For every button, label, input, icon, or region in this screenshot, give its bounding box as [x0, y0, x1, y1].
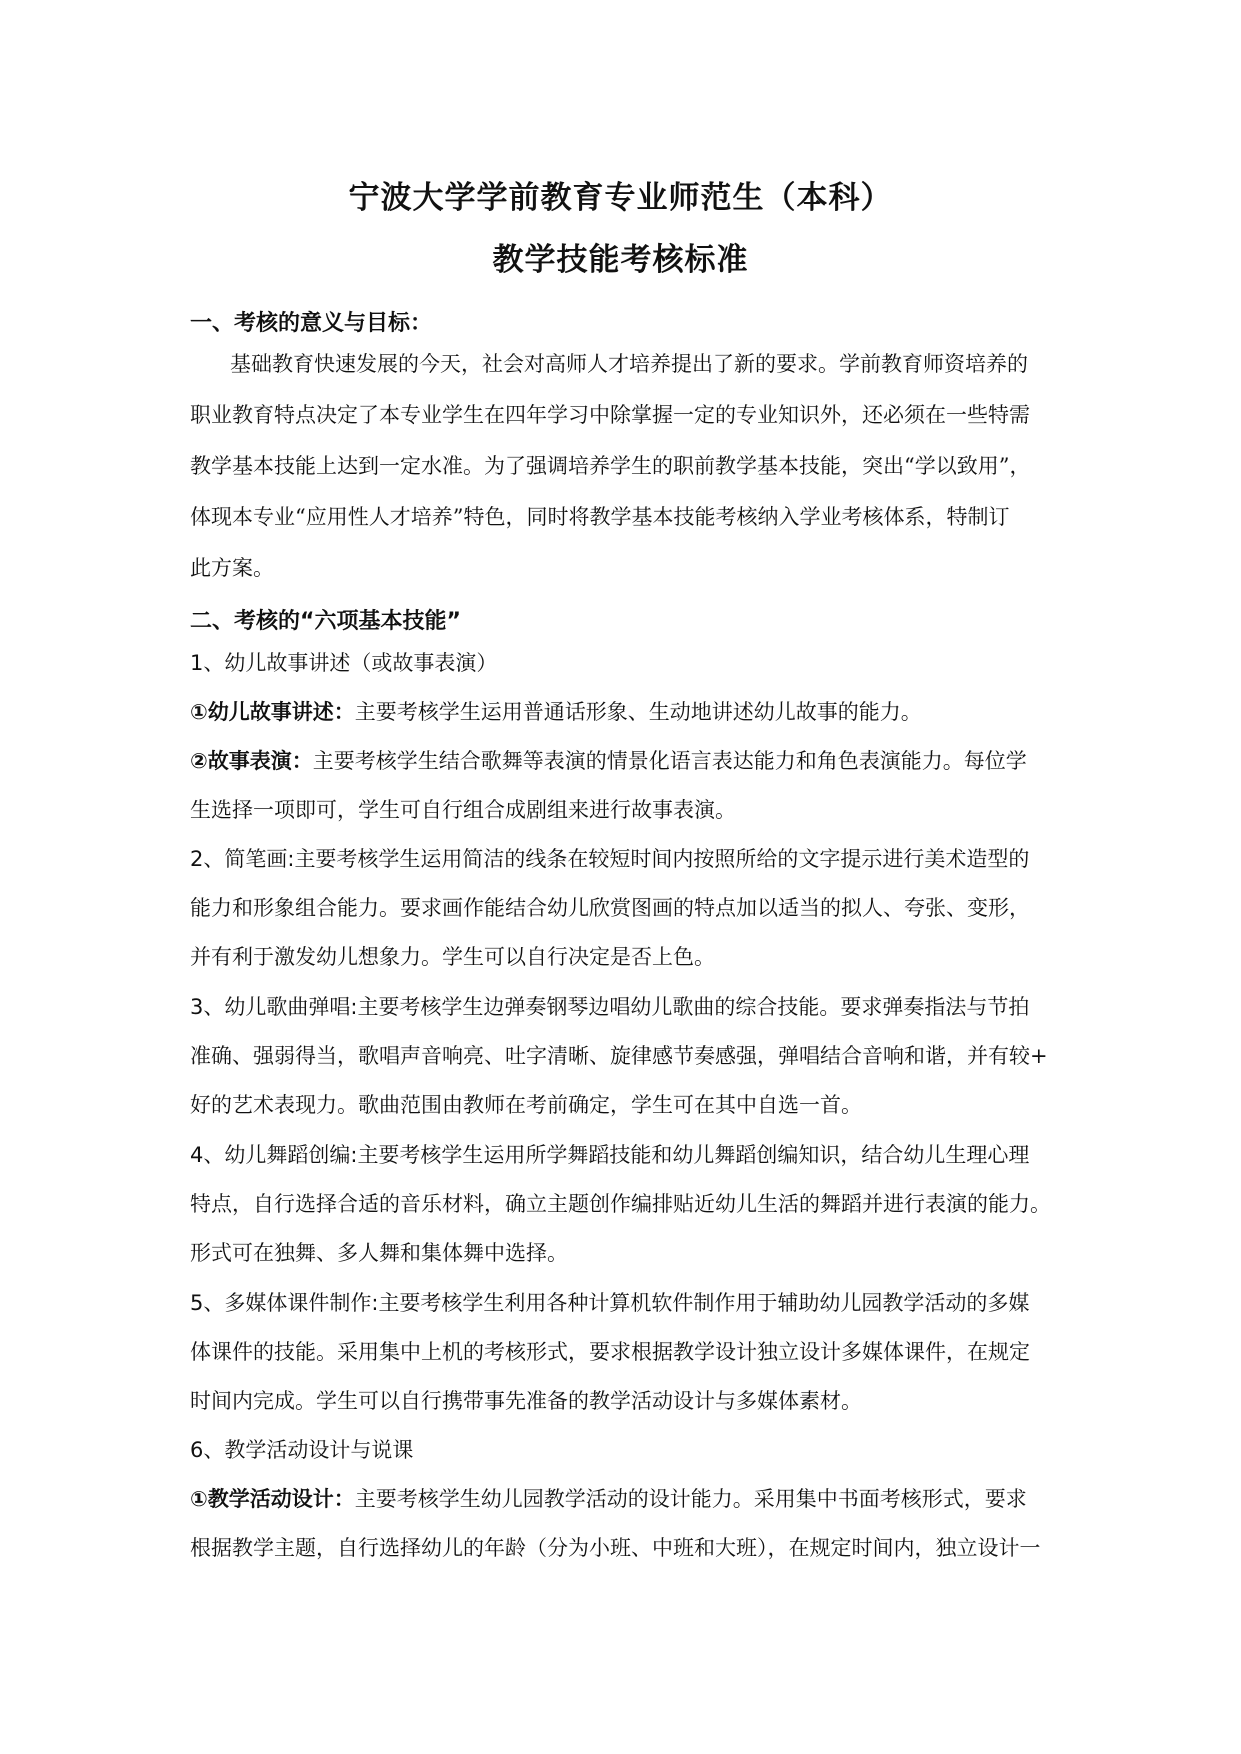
document-title: 宁波大学学前教育专业师范生（本科） [348, 180, 893, 216]
item1-sub1 [190, 702, 922, 723]
item4-text: 主要考核学生运用所学舞蹈技能和幼儿舞蹈创编知识，结合幼儿生理心理 [357, 1143, 1030, 1167]
item2-text: 主要考核学生运用简洁的线条在较短时间内按照所给的文字提示进行美术造型的 [294, 847, 1030, 871]
item4-line [190, 1145, 1029, 1166]
item2-line: 并有利于激发幼儿想象力。学生可以自行决定是否上色。 [190, 945, 715, 969]
item1-sub1-text: 主要考核学生运用普通话形象、生动地讲述幼儿故事的能力。 [354, 700, 922, 724]
item5-lead: 5、多媒体课件制作: [190, 1291, 379, 1315]
item3-line [190, 997, 1029, 1018]
section1-line: 此方案。 [190, 556, 274, 580]
item3-line: 准确、强弱得当，歌唱声音响亮、吐字清晰、旋律感节奏感强，弹唱结合音响和谐，并有较+ [190, 1044, 1048, 1068]
item4-line: 形式可在独舞、多人舞和集体舞中选择。 [190, 1241, 568, 1265]
item2-line [190, 849, 1029, 870]
item4-lead: 4、幼儿舞蹈创编: [190, 1143, 358, 1167]
section2-heading: 二、考核的“六项基本技能” [190, 609, 461, 634]
item5-line: 时间内完成。学生可以自行携带事先准备的教学活动设计与多媒体素材。 [190, 1389, 862, 1413]
item1-sub2-lead: ②故事表演： [190, 749, 313, 773]
item2-line: 能力和形象组合能力。要求画作能结合幼儿欣赏图画的特点加以适当的拟人、夸张、变形， [190, 896, 1030, 920]
item1-sub2-text: 主要考核学生结合歌舞等表演的情景化语言表达能力和角色表演能力。每位学 [312, 749, 1027, 773]
item5-line [190, 1293, 1029, 1314]
item1-sub2 [190, 751, 1027, 772]
item6-title: 6、教学活动设计与说课 [190, 1438, 414, 1462]
item5-line: 体课件的技能。采用集中上机的考核形式，要求根据教学设计独立设计多媒体课件，在规定 [190, 1340, 1030, 1364]
item1-title: 1、幼儿故事讲述（或故事表演） [190, 651, 498, 675]
section1-line: 职业教育特点决定了本专业学生在四年学习中除掌握一定的专业知识外，还必须在一些特需 [190, 403, 1030, 427]
section1-line: 教学基本技能上达到一定水准。为了强调培养学生的职前教学基本技能，突出“学以致用”， [190, 454, 1031, 478]
item3-lead: 3、幼儿歌曲弹唱: [190, 995, 358, 1019]
item5-text: 主要考核学生利用各种计算机软件制作用于辅助幼儿园教学活动的多媒 [378, 1291, 1030, 1315]
item2-lead: 2、简笔画: [190, 847, 295, 871]
item1-sub2-cont: 生选择一项即可，学生可自行组合成剧组来进行故事表演。 [190, 798, 736, 822]
item3-text: 主要考核学生边弹奏钢琴边唱幼儿歌曲的综合技能。要求弹奏指法与节拍 [357, 995, 1030, 1019]
item1-sub1-lead: ①幼儿故事讲述： [190, 700, 355, 724]
item6-sub1-text: 主要考核学生幼儿园教学活动的设计能力。采用集中书面考核形式，要求 [354, 1487, 1027, 1511]
section1-line: 基础教育快速发展的今天，社会对高师人才培养提出了新的要求。学前教育师资培养的 [230, 352, 1028, 376]
document-subtitle: 教学技能考核标准 [492, 242, 749, 278]
item6-sub1 [190, 1489, 1027, 1510]
section1-heading: 一、考核的意义与目标： [190, 311, 433, 336]
item6-sub1-lead: ①教学活动设计： [190, 1487, 355, 1511]
item6-line: 根据教学主题，自行选择幼儿的年龄（分为小班、中班和大班），在规定时间内，独立设计一 [190, 1536, 1041, 1560]
item3-line: 好的艺术表现力。歌曲范围由教师在考前确定，学生可在其中自选一首。 [190, 1093, 862, 1117]
item4-line: 特点，自行选择合适的音乐材料，确立主题创作编排贴近幼儿生活的舞蹈并进行表演的能力。 [190, 1192, 1051, 1216]
section1-line: 体现本专业“应用性人才培养”特色，同时将教学基本技能考核纳入学业考核体系，特制订 [190, 505, 1010, 529]
